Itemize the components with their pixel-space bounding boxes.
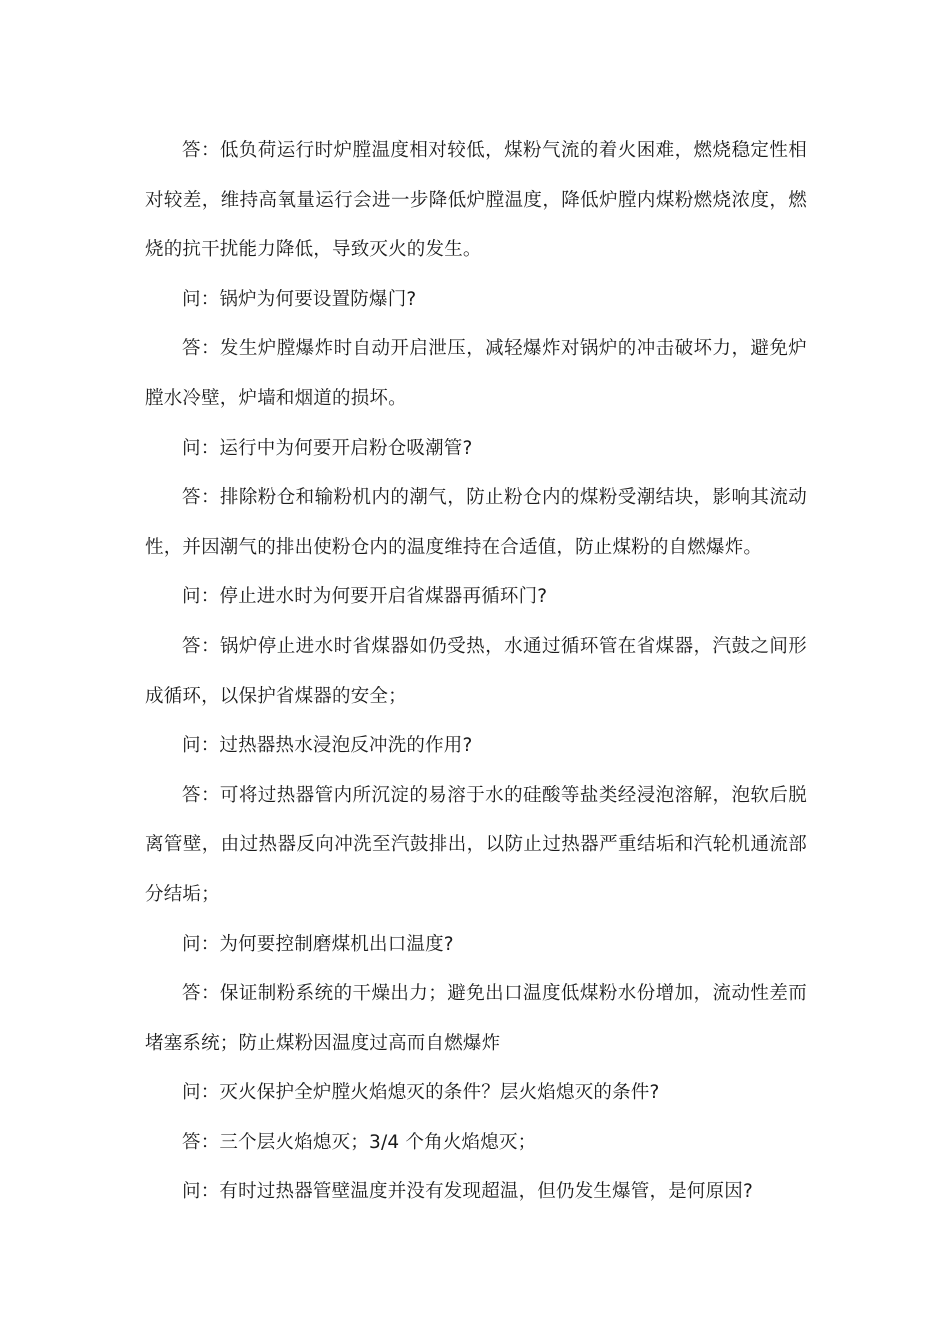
question-paragraph: 问：有时过热器管壁温度并没有发现超温，但仍发生爆管，是何原因? xyxy=(182,1181,754,1203)
document-page xyxy=(145,126,807,1217)
answer-paragraph: 答：保证制粉系统的干燥出力；避免出口温度低煤粉水份增加，流动性差而堵塞系统；防止煤粉因温度过高而自燃爆炸 xyxy=(145,983,807,1054)
question-paragraph: 问：灭火保护全炉膛火焰熄灭的条件？层火焰熄灭的条件? xyxy=(182,1082,660,1104)
question-paragraph: 问：过热器热水浸泡反冲洗的作用? xyxy=(182,735,473,757)
question-paragraph: 问：停止进水时为何要开启省煤器再循环门? xyxy=(182,586,548,608)
answer-paragraph: 答：发生炉膛爆炸时自动开启泄压，减轻爆炸对锅炉的冲击破坏力，避免炉膛水冷壁，炉墙和烟道的损坏。 xyxy=(145,338,807,409)
answer-paragraph: 答：锅炉停止进水时省煤器如仍受热，水通过循环管在省煤器，汽鼓之间形成循环，以保护省煤器的安全； xyxy=(145,635,807,707)
question-paragraph: 问：运行中为何要开启粉仓吸潮管? xyxy=(182,437,473,459)
answer-paragraph: 答：可将过热器管内所沉淀的易溶于水的硅酸等盐类经浸泡溶解，泡软后脱离管壁，由过热器反向冲洗至汽鼓排出，以防止过热器严重结垢和汽轮机通流部分结垢； xyxy=(145,784,807,905)
answer-paragraph: 答：低负荷运行时炉膛温度相对较低，煤粉气流的着火困难，燃烧稳定性相对较差，维持高氧量运行会进一步降低炉膛温度，降低炉膛内煤粉燃烧浓度，燃烧的抗干扰能力降低，导致灭火的发生。 xyxy=(145,140,807,261)
answer-paragraph: 答：排除粉仓和输粉机内的潮气，防止粉仓内的煤粉受潮结块，影响其流动性，并因潮气的排出使粉仓内的温度维持在合适值，防止煤粉的自燃爆炸。 xyxy=(145,487,807,558)
question-paragraph: 问：锅炉为何要设置防爆门? xyxy=(182,288,417,310)
answer-paragraph: 答：三个层火焰熄灭；3/4 个角火焰熄灭； xyxy=(182,1131,537,1153)
question-paragraph: 问：为何要控制磨煤机出口温度? xyxy=(182,933,454,955)
